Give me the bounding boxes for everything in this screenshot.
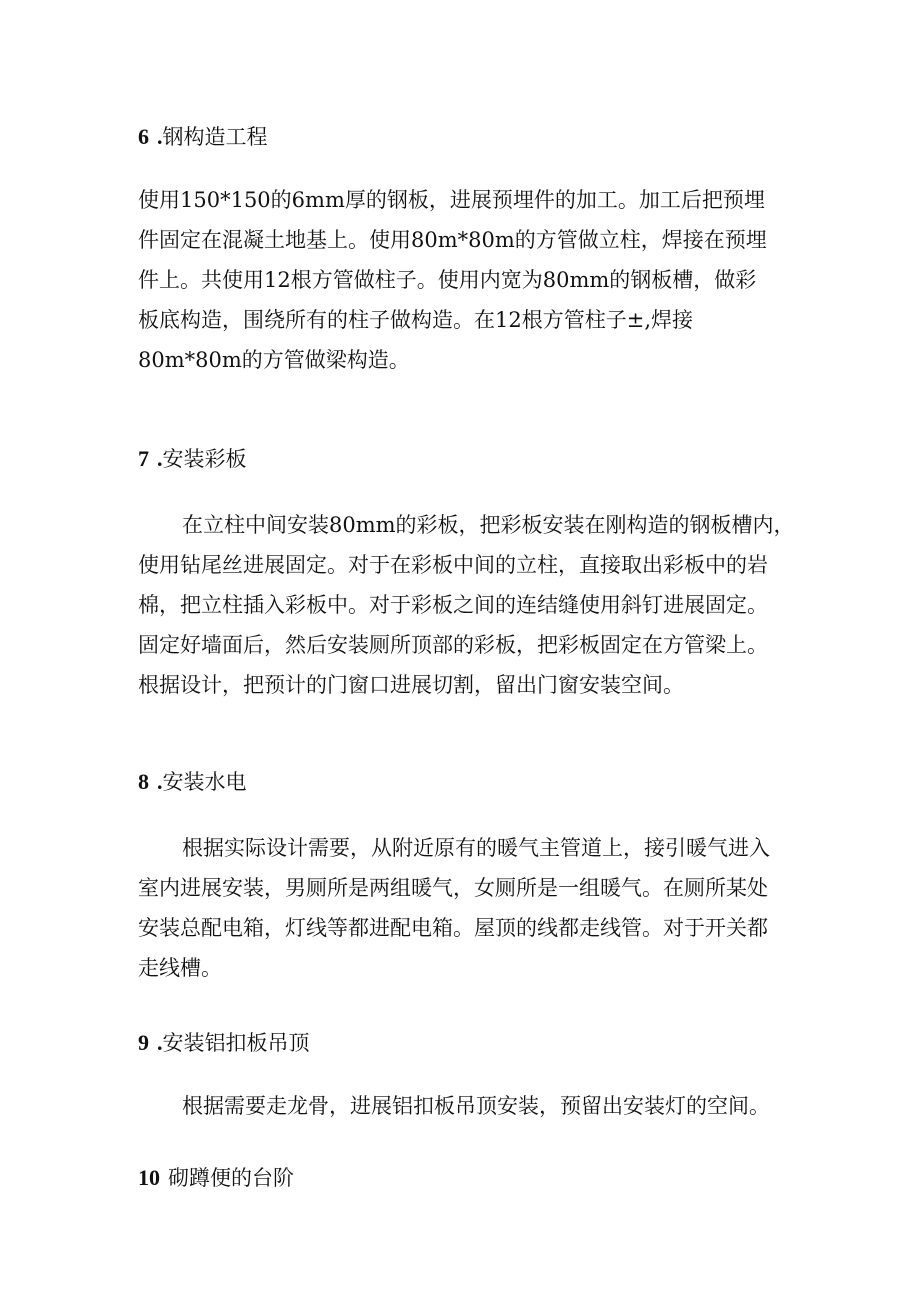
section-separator: . bbox=[157, 446, 163, 471]
section-number: 6 bbox=[138, 124, 149, 149]
paragraph-line: 80m*80m的方管做梁构造。 bbox=[138, 348, 410, 372]
section-heading-8 bbox=[138, 769, 247, 795]
paragraph-line: 走线槽。 bbox=[138, 956, 222, 980]
section-heading-10 bbox=[138, 1165, 294, 1191]
section-separator: . bbox=[157, 124, 163, 149]
section-paragraph-7 bbox=[138, 505, 798, 705]
paragraph-line: 件上。共使用12根方管做柱子。使用内宽为80mm的钢板槽，做彩 bbox=[138, 268, 757, 292]
section-separator: . bbox=[157, 1030, 163, 1055]
paragraph-line: 根据需要走龙骨，进展铝扣板吊顶安装，预留出安装灯的空间。 bbox=[182, 1094, 770, 1118]
section-paragraph-6 bbox=[138, 180, 798, 380]
section-title: 砌蹲便的台阶 bbox=[168, 1166, 294, 1190]
section-separator: . bbox=[157, 769, 163, 794]
section-number: 10 bbox=[138, 1165, 160, 1190]
section-heading-6 bbox=[138, 124, 268, 150]
paragraph-line: 使用150*150的6mm厚的钢板，进展预埋件的加工。加工后把预埋 bbox=[138, 188, 765, 212]
section-title: 安装水电 bbox=[162, 770, 247, 794]
section-number: 8 bbox=[138, 769, 149, 794]
section-title: 钢构造工程 bbox=[162, 125, 268, 149]
paragraph-line: 棉，把立柱插入彩板中。对于彩板之间的连结缝使用斜钉进展固定。 bbox=[138, 593, 768, 617]
paragraph-line: 在立柱中间安装80mm的彩板，把彩板安装在刚构造的钢板槽内， bbox=[182, 513, 795, 537]
section-heading-7 bbox=[138, 446, 247, 472]
paragraph-line: 安装总配电箱，灯线等都进配电箱。屋顶的线都走线管。对于开关都 bbox=[138, 916, 768, 940]
paragraph-line: 固定好墙面后，然后安装厕所顶部的彩板，把彩板固定在方管梁上。 bbox=[138, 633, 768, 657]
section-paragraph-9 bbox=[138, 1086, 798, 1126]
paragraph-line: 根据实际设计需要，从附近原有的暖气主管道上，接引暖气进入 bbox=[182, 836, 770, 860]
section-number: 9 bbox=[138, 1030, 149, 1055]
section-title: 安装彩板 bbox=[162, 447, 247, 471]
section-title: 安装铝扣板吊顶 bbox=[162, 1031, 310, 1055]
paragraph-line: 根据设计，把预计的门窗口进展切割，留出门窗安装空间。 bbox=[138, 673, 684, 697]
section-number: 7 bbox=[138, 446, 149, 471]
section-heading-9 bbox=[138, 1030, 310, 1056]
paragraph-line: 板底构造，围绕所有的柱子做构造。在12根方管柱子±,焊接 bbox=[138, 308, 693, 332]
paragraph-line: 使用钻尾丝进展固定。对于在彩板中间的立柱，直接取出彩板中的岩 bbox=[138, 553, 768, 577]
paragraph-line: 室内进展安装，男厕所是两组暖气，女厕所是一组暖气。在厕所某处 bbox=[138, 876, 768, 900]
paragraph-line: 件固定在混凝土地基上。使用80m*80m的方管做立柱，焊接在预埋 bbox=[138, 228, 767, 252]
section-paragraph-8 bbox=[138, 828, 798, 988]
